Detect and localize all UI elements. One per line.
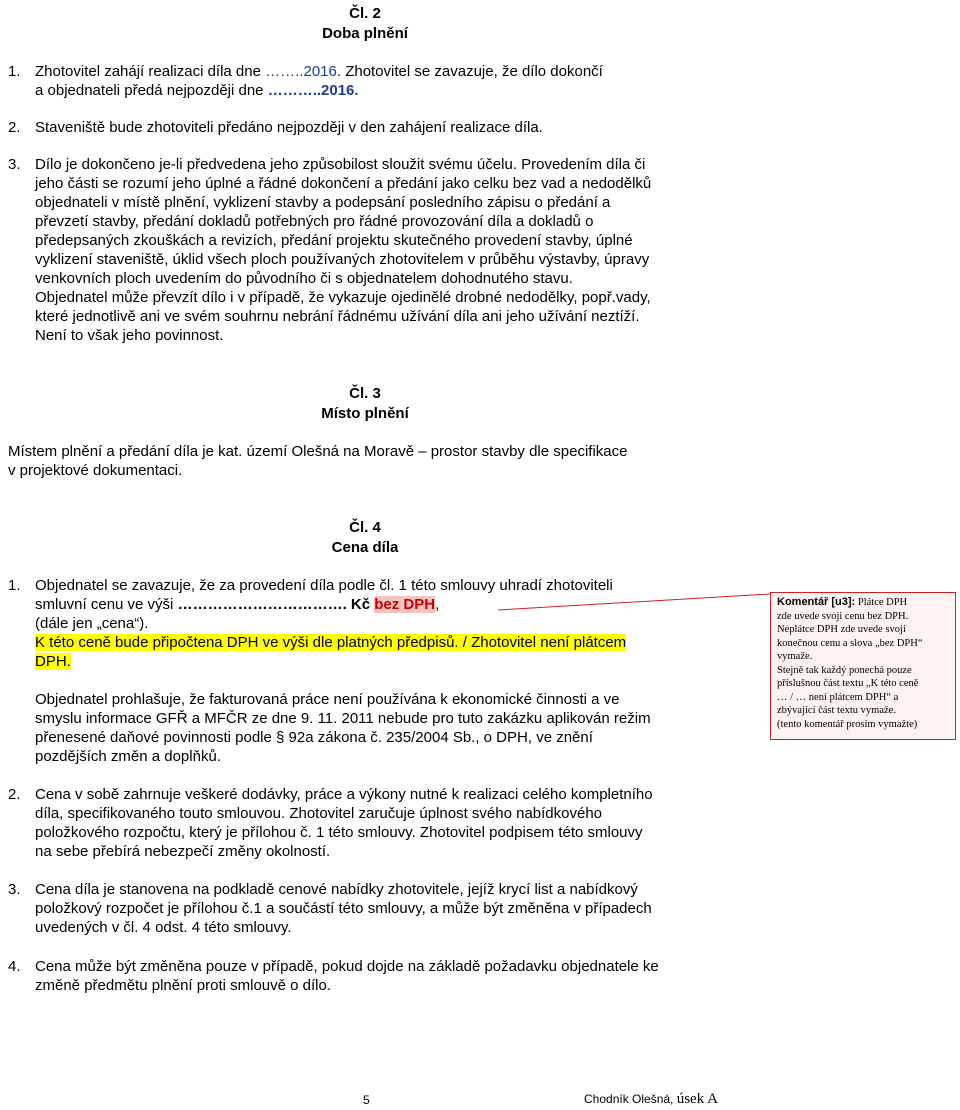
comment-line: (tento komentář prosím vymažte) bbox=[777, 718, 918, 730]
highlighted-text: K této ceně bude připočtena DPH ve výši dle platných předpisů. / Zhotovitel není plátcem bbox=[35, 634, 627, 651]
art4-paragraph-2 bbox=[35, 785, 728, 861]
art2-paragraph-3 bbox=[35, 155, 728, 345]
line bbox=[35, 652, 728, 671]
item-number: 2. bbox=[8, 119, 21, 136]
highlighted-text: DPH. bbox=[35, 653, 71, 670]
comment-line: vymaže. bbox=[777, 651, 813, 662]
line: Místem plnění a předání díla je kat. území Olešná na Moravě – prostor stavby dle specifikace bbox=[8, 443, 628, 460]
article-2-heading: Čl. 2 bbox=[349, 5, 381, 22]
item-number: 4. bbox=[8, 958, 21, 975]
item-number: 1. bbox=[8, 63, 21, 80]
article-2-title: Doba plnění bbox=[322, 25, 408, 42]
text-run: . Zhotovitel se zavazuje, že dílo dokončí bbox=[336, 63, 603, 80]
line: (dále jen „cena“). bbox=[35, 615, 149, 632]
text-run: smluvní cenu ve výši bbox=[35, 596, 178, 613]
comment-line: konečnou cenu a slova „bez DPH“ bbox=[777, 637, 923, 649]
end-date: ………..2016. bbox=[267, 82, 359, 99]
page-number: 5 bbox=[363, 1093, 370, 1107]
comment-line: zbývající část textu vymaže. bbox=[777, 705, 896, 716]
art4-paragraph-1 bbox=[35, 576, 728, 671]
comment-line: Neplátce DPH zde uvede svoji bbox=[777, 624, 906, 635]
article-3-title: Místo plnění bbox=[321, 405, 409, 422]
comment-line: příslušnou část textu „K této ceně bbox=[777, 678, 919, 689]
footer-section: úsek A bbox=[676, 1091, 718, 1107]
line: položkového rozpočtu, který je přílohou č. 1 této smlouvy. Zhotovitel podpisem této smlouvy bbox=[35, 824, 643, 841]
line: převzetí stavby, předání dokladů potřebných pro řádné provozování díla a dokladů o bbox=[35, 213, 594, 230]
line: uvedených v čl. 4 odst. 4 této smlouvy. bbox=[35, 919, 292, 936]
text-run: Zhotovitel zahájí realizaci díla dne bbox=[35, 63, 266, 80]
item-number: 2. bbox=[8, 786, 21, 803]
line: změně předmětu plnění proti smlouvě o dílo. bbox=[35, 977, 331, 994]
line: v projektové dokumentaci. bbox=[8, 462, 183, 479]
line: Objednatel prohlašuje, že fakturovaná práce není používána k ekonomické činnosti a ve bbox=[35, 691, 620, 708]
comment-connector-line bbox=[498, 592, 770, 612]
line: které jednotlivě ani ve svém souhrnu nebrání řádnému užívání díla ani jeho užívání neztíží. bbox=[35, 308, 640, 325]
line: venkovních ploch uvedením do původního či s objednatelem dohodnutého stavu. bbox=[35, 270, 573, 287]
article-4-title: Cena díla bbox=[331, 539, 399, 556]
line: na sebe přebírá nebezpečí změny okolností. bbox=[35, 843, 331, 860]
art4-paragraph-4 bbox=[35, 957, 728, 995]
comment-line: … / … není plátcem DPH“ a bbox=[777, 691, 899, 703]
start-date: ……..2016 bbox=[265, 63, 337, 80]
text-run: a objednateli předá nejpozději dne bbox=[35, 82, 268, 99]
line: jeho části se rozumí jeho úplné a řádné dokončení a předání jako celku bez vad a nedodělků bbox=[35, 175, 652, 192]
line: díla, specifikovaného touto smlouvou. Zhotovitel zaručuje úplnost svého nabídkového bbox=[35, 805, 603, 822]
line: Objednatel se zavazuje, že za provedení díla podle čl. 1 této smlouvy uhradí zhotoviteli bbox=[35, 577, 613, 594]
art2-paragraph-1 bbox=[35, 62, 728, 100]
item-number: 3. bbox=[8, 881, 21, 898]
item-number: 3. bbox=[8, 156, 21, 173]
line: vyklizení staveniště, úklid všech ploch používaných zhotovitelem v průběhu výstavby, úpravy bbox=[35, 251, 650, 268]
vat-note: bez DPH bbox=[374, 596, 436, 613]
line: objednateli v místě plnění, vyklizení stavby a podepsání posledního zápisu o předání a bbox=[35, 194, 611, 211]
comment-line: Plátce DPH bbox=[857, 597, 908, 608]
article-3-heading: Čl. 3 bbox=[349, 385, 381, 402]
art2-paragraph-2: Staveniště bude zhotoviteli předáno nejpozději v den zahájení realizace díla. bbox=[35, 119, 543, 136]
line: Dílo je dokončeno je-li předvedena jeho způsobilost sloužit svému účelu. Provedením díla či bbox=[35, 156, 646, 173]
text-run: , bbox=[435, 596, 440, 613]
comment-label: Komentář [u3]: bbox=[777, 596, 856, 608]
line: Cena díla je stanovena na podkladě cenové nabídky zhotovitele, jejíž krycí list a nabídkový bbox=[35, 881, 638, 898]
line: Cena může být změněna pouze v případě, pokud dojde na základě požadavku objednatele ke bbox=[35, 958, 659, 975]
art4-paragraph-1b bbox=[35, 690, 728, 766]
footer-text: Chodník Olešná, bbox=[584, 1092, 677, 1106]
art3-paragraph bbox=[8, 442, 728, 480]
line: přenesené daňové povinnosti podle § 92a zákona č. 235/2004 Sb., o DPH, ve znění bbox=[35, 729, 593, 746]
item-number: 1. bbox=[8, 577, 21, 594]
footer-document-name bbox=[584, 1091, 718, 1108]
line: pozdějších změn a doplňků. bbox=[35, 748, 221, 765]
article-4-heading: Čl. 4 bbox=[349, 519, 381, 536]
art4-paragraph-3 bbox=[35, 880, 728, 937]
line bbox=[35, 633, 728, 652]
price-placeholder: ……………………………. Kč bbox=[177, 596, 371, 613]
line: Není to však jeho povinnost. bbox=[35, 327, 224, 344]
line: předepsaných zkouškách a revizích, předání projektu skutečného provedení stavby, úplné bbox=[35, 232, 633, 249]
line: položkový rozpočet je přílohou č.1 a součástí této smlouvy, a může být změněna v případech bbox=[35, 900, 652, 917]
comment-line: Stejně tak každý ponechá pouze bbox=[777, 664, 912, 676]
review-comment-balloon[interactable] bbox=[770, 592, 956, 740]
line: smyslu informace GFŘ a MFČR ze dne 9. 11. 2011 nebude pro tuto zakázku aplikován režim bbox=[35, 710, 651, 727]
line: Objednatel může převzít dílo i v případě, že vykazuje ojedinělé drobné nedodělky, popř.vady, bbox=[35, 289, 651, 306]
line: Cena v sobě zahrnuje veškeré dodávky, práce a výkony nutné k realizaci celého kompletního bbox=[35, 786, 653, 803]
comment-line: zde uvede svoji cenu bez DPH. bbox=[777, 610, 909, 622]
